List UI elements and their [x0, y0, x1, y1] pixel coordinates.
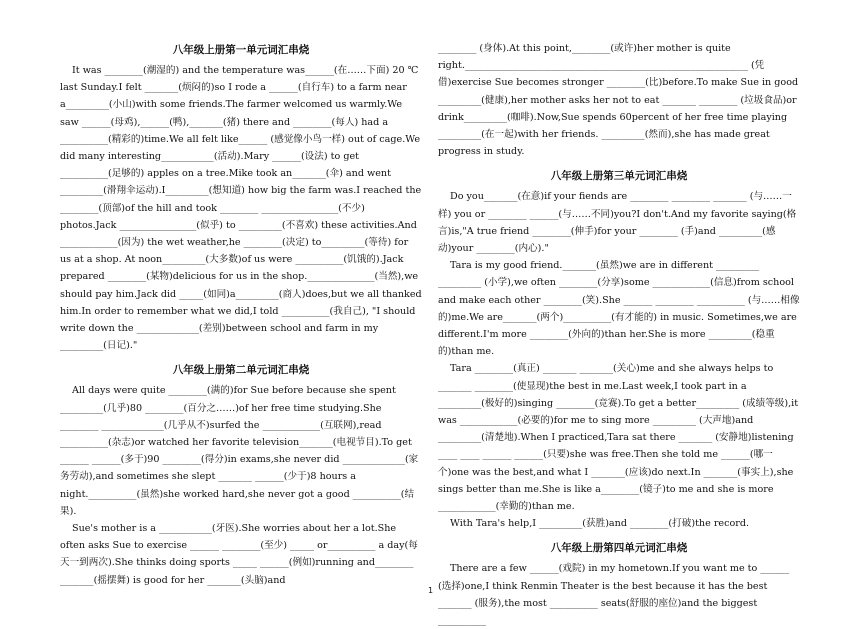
unit3-paragraph: Tara ________(真正) _______ _______(关心)me and she always helps to _______ ________(使显现)the best in me.Last week,I took part in a _________(极好的)singing ________(竞赛).To get a better_________ (成绩等级),it was ____________(必要的)for me to sing more _________ (大声地)and _________(清楚地).When I practiced,Tara sat there _______ (安静地)listening ____ ____ ______ ______(只要)she was free.Then she told me ______(哪一个)one was the best,and what I _______(应该)do next.In _______(事实上),she sings better than me.She is like a________(镜子)to me and she is more ____________(幸勤的)than me. [438, 363, 799, 513]
unit4-paragraph: There are a few ______(戏院) in my hometown.If you want me to ______ (选择)one,I think Renmin Theater is the best because it has the best _______ (服务),the most __________ seats(舒服的座位)and the biggest __________ [438, 563, 790, 627]
unit2-paragraph: All days were quite ________(满的)for Sue before because she spent _________(几乎)80 ________(百分之……)of her free time studying.She ________ _____________(几乎从不)surfed the ____________(互联网),read __________(杂志)or watched her favorite television_______(电视节目).To get ______ ______(多于)90 ________(得分)in exams,she never did _____________(家务劳动),and sometimes she slept _______ ______(少于)8 hours a night.__________(虽然)she worked hard,she never got a good __________(结果). [60, 385, 419, 517]
right-column [438, 40, 800, 629]
unit3-title: 八年级上册第三单元词汇串烧 [550, 170, 688, 183]
unit1-title: 八年级上册第一单元词汇串烧 [172, 44, 310, 56]
page-number: 1 [428, 586, 434, 595]
unit1-paragraph: It was ________(潮湿的) and the temperature was______(在……下面) 20 ℃ last Sunday.I felt _______(烦闷的)so I rode a ______(自行车) to a farm near a_________(小山)with some friends.The farmer welcomed us warmly.We saw ______(母鸡),______(鸭),_______(猪) there and ________(每人) had a __________(精彩的)time.We all felt like______ (感觉像小鸟一样) out of cage.We did many interesting___________(活动).Mary ______(设法) to get __________(足够的) apples on a tree.Mike took an_______(伞) and went _________(滑翔伞运动).I_________(想知道) how big the farm was.I reached the ________(顶部)of the hill and took ________ ________________(不少) photos.Jack ________________(似乎) to _________(不喜欢) these activities.And ____________(因为) the wet weather,he ________(决定) to_________(等待) for us at a shop. At noon_________(大多数)of us were __________(饥饿的).Jack prepared ________(某物)delicious for us in the shop.______________(当然),we should pay him.Jack did _____(如同)a_________(商人)does,but we all thanked him.In order to remember what we did,I told __________(我自己), "I should write down the _____________(差别)between school and farm in my _________(日记)." [60, 65, 422, 352]
unit3-paragraph: Do you_______(在意)if your fiends are ________ ________ _______ (与……一样) you or ________ ______(与……不同)you?I don't.And my favorite saying(格言)is,"A true friend ________(伸手)for your ________ (手)and _________(感动)your ________(内心)." [438, 191, 797, 255]
unit2-title: 八年级上册第二单元词汇串烧 [172, 364, 310, 377]
left-column [60, 42, 422, 589]
unit3-paragraph: With Tara's help,I _________(获胜)and ________(打破)the record. [450, 518, 750, 530]
unit2-continued-paragraph: ________ (身体).At this point,________(或许)her mother is quite right.___________________________________________________________ (凭借)exercise Sue becomes stronger ________(比)before.To make Sue in good _________(健康),her mother asks her not to eat _______ ________ (垃圾食品)or drink_________(咖啡).Now,Sue spends 60percent of her free time playing _________(在一起)with her friends. _________(然而),she has made great progress in study. [438, 43, 799, 158]
unit4-title: 八年级上册第四单元词汇串烧 [550, 542, 688, 555]
unit3-paragraph: Tara is my good friend._______(虽然)we are in different _________ _________ (小学),we often ________(分享)some ____________(信息)from school and make each other ________(笑).She ______ ________ __________ (与……相像的)me.We are_______(两个)__________(有才能的) in music. Sometimes,we are different.I'm more ________(外向的)than her.She is more _________(稳重的)than me. [438, 260, 800, 358]
unit2-paragraph: Sue's mother is a ___________(牙医).She worries about her a lot.She often asks Sue to exercise ______ ________(至少) _____ or__________ a day(每天一到两次).She thinks doing sports _____ ______(例如)running and________ _______(摇摆舞) is good for her _______(头脑)and [60, 523, 418, 586]
